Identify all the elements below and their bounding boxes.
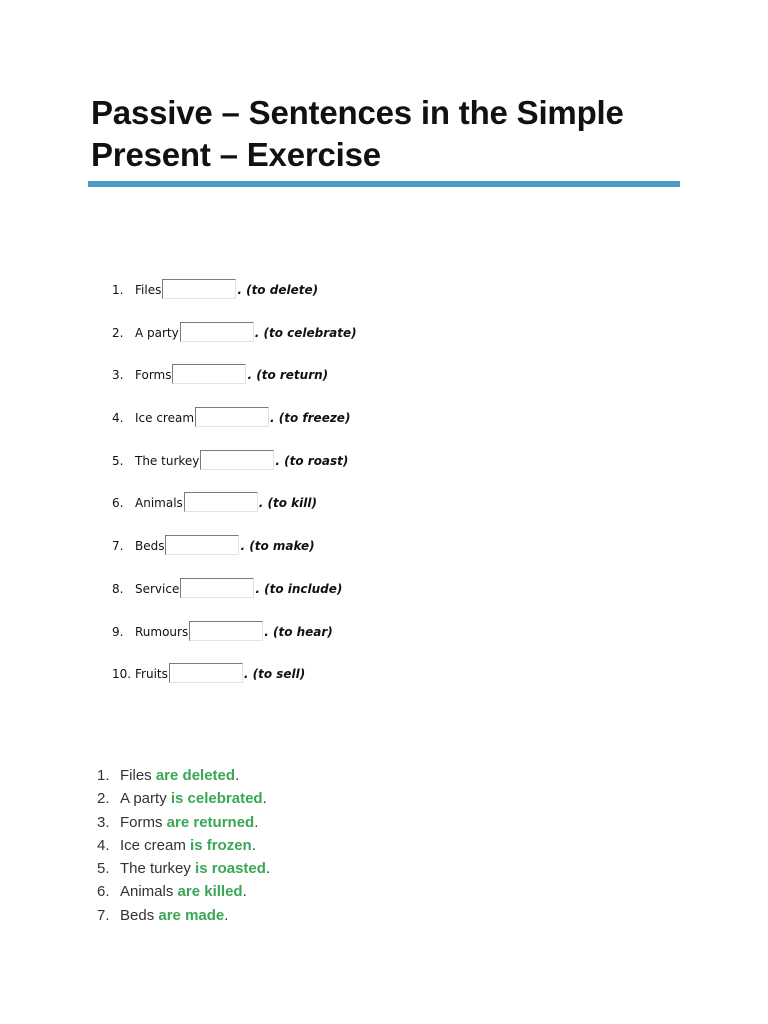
answer-input-box[interactable] xyxy=(195,407,269,427)
page-title: Passive – Sentences in the Simple Present – Exercise xyxy=(91,94,624,173)
answer-input-box[interactable] xyxy=(180,322,254,342)
answer-verb: are returned xyxy=(166,813,255,831)
answer-subject: A party xyxy=(120,790,167,808)
answer-period: . xyxy=(251,836,256,854)
answer-subject: Forms xyxy=(120,813,163,831)
answer-input-box[interactable] xyxy=(169,663,243,683)
exercise-subject: Forms xyxy=(135,368,172,383)
answer-number: 5. xyxy=(97,860,110,878)
answer-input-box[interactable] xyxy=(189,621,263,641)
exercise-hint: . (to include) xyxy=(255,581,343,596)
answer-verb: is roasted xyxy=(195,860,266,878)
answer-input-box[interactable] xyxy=(172,364,246,384)
answer-input-box[interactable] xyxy=(180,578,254,598)
answer-number: 7. xyxy=(97,906,110,924)
answer-period: . xyxy=(265,860,271,878)
answer-subject: The turkey xyxy=(120,860,191,878)
exercise-number: 8. xyxy=(112,581,124,596)
exercise-number: 1. xyxy=(112,283,124,297)
answer-verb: are made xyxy=(158,906,225,924)
exercise-hint: . (to return) xyxy=(247,368,329,383)
answer-number: 6. xyxy=(97,883,110,901)
exercise-hint: . (to make) xyxy=(240,539,315,554)
title-divider xyxy=(88,181,680,187)
answer-period: . xyxy=(254,813,259,831)
answer-period: . xyxy=(224,906,229,924)
exercise-subject: Beds xyxy=(135,539,165,554)
answer-period: . xyxy=(235,767,240,784)
exercise-number: 2. xyxy=(112,325,124,340)
answer-number: 4. xyxy=(97,836,110,854)
exercise-hint: . (to kill) xyxy=(258,496,317,511)
exercise-subject: Service xyxy=(135,581,180,596)
answer-input-box[interactable] xyxy=(162,279,236,299)
exercise-hint: . (to freeze) xyxy=(270,411,351,426)
answer-period: . xyxy=(242,883,247,901)
answer-subject: Files xyxy=(120,767,152,784)
exercise-number: 4. xyxy=(112,411,124,426)
answer-number: 3. xyxy=(97,813,110,831)
answer-verb: are killed xyxy=(177,883,243,901)
exercise-subject: Animals xyxy=(135,496,183,511)
answer-verb: are deleted xyxy=(155,767,236,784)
answer-number: 2. xyxy=(97,790,110,808)
exercise-number: 5. xyxy=(112,453,124,468)
exercise-subject: Files xyxy=(135,283,162,297)
answer-period: . xyxy=(262,790,267,808)
exercise-number: 7. xyxy=(112,539,124,554)
answer-input-box[interactable] xyxy=(200,450,274,470)
exercise-hint: . (to delete) xyxy=(237,283,319,297)
exercise-subject: Rumours xyxy=(135,624,189,639)
exercise-subject: Ice cream xyxy=(135,411,195,426)
exercise-number: 3. xyxy=(112,368,124,383)
exercise-subject: A party xyxy=(135,325,179,340)
exercise-subject: The turkey xyxy=(135,453,200,468)
exercise-hint: . (to hear) xyxy=(264,624,333,639)
answer-verb: is celebrated xyxy=(170,790,263,808)
answer-input-box[interactable] xyxy=(184,492,258,512)
exercise-hint: . (to sell) xyxy=(243,667,306,682)
answer-subject: Animals xyxy=(120,883,174,901)
exercise-number: 6. xyxy=(112,496,124,511)
exercise-hint: . (to celebrate) xyxy=(254,325,357,340)
answer-verb: is frozen xyxy=(190,836,252,854)
exercise-subject: Fruits xyxy=(135,667,168,682)
answer-subject: Ice cream xyxy=(120,836,186,854)
exercise-hint: . (to roast) xyxy=(275,453,349,468)
answer-number: 1. xyxy=(97,767,110,784)
answer-input-box[interactable] xyxy=(165,535,239,555)
exercise-number: 9. xyxy=(112,624,124,639)
answer-subject: Beds xyxy=(120,906,155,924)
exercise-number: 10. xyxy=(112,667,132,682)
